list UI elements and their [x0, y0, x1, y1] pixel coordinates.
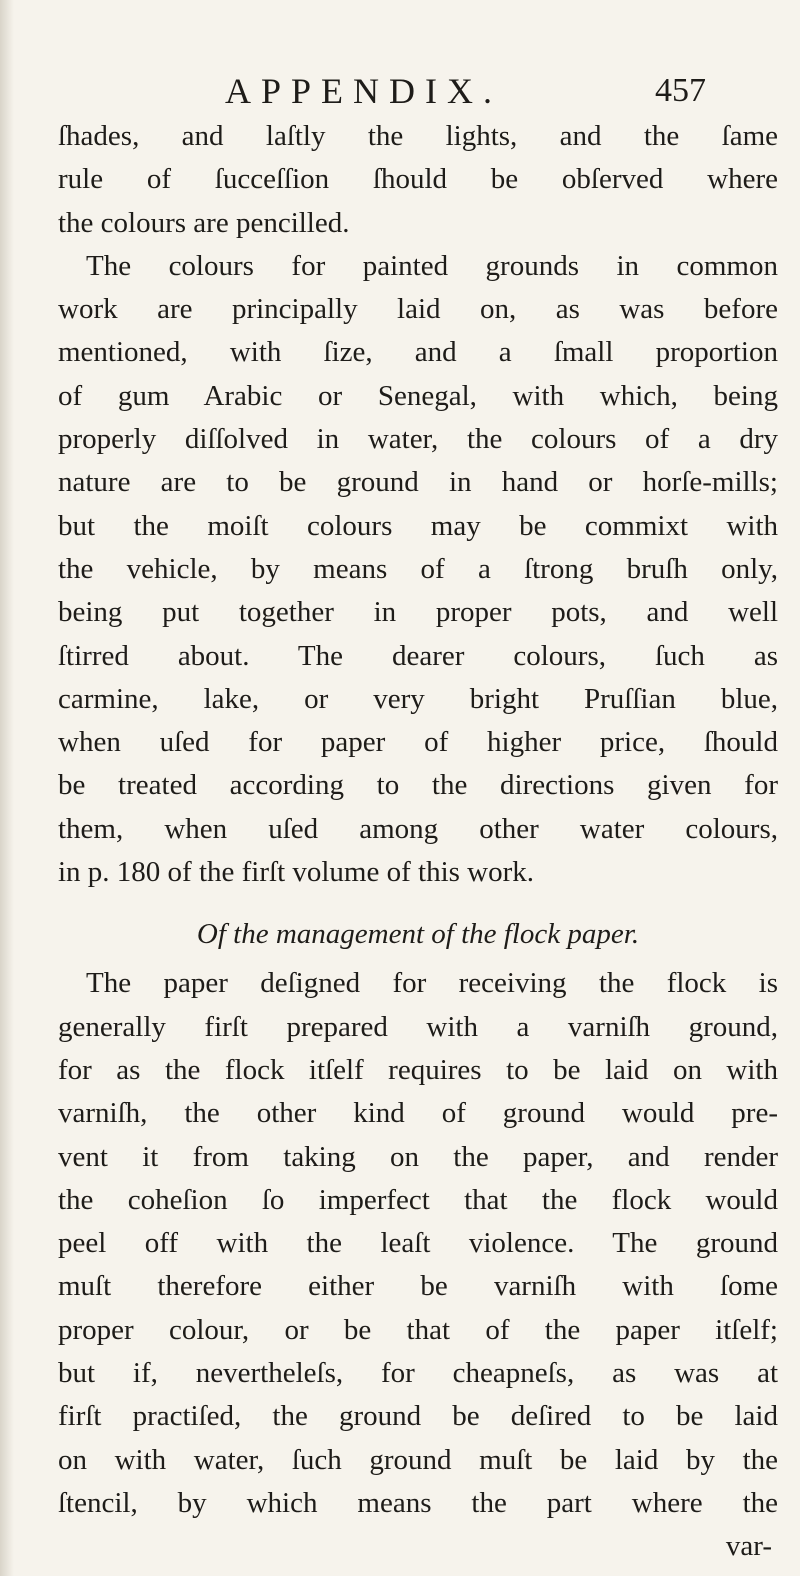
text-line: for as the flock itſelf requires to be laid on with	[58, 1053, 778, 1086]
text-line: work are principally laid on, as was before	[58, 293, 778, 326]
text-line: but if, nevertheleſs, for cheapneſs, as was at	[58, 1357, 778, 1390]
text-line: generally firſt prepared with a varniſh ground,	[58, 1010, 778, 1043]
text-line: but the moiſt colours may be commixt with	[58, 509, 778, 542]
text-line: on with water, ſuch ground muſt be laid by the	[58, 1443, 778, 1476]
text-line: being put together in proper pots, and well	[58, 596, 778, 629]
section-heading: Of the management of the flock paper.	[196, 918, 640, 951]
running-head: APPENDIX.	[225, 71, 503, 111]
catchword: var-	[725, 1530, 772, 1563]
text-line: mentioned, with ſize, and a ſmall proportion	[58, 336, 778, 369]
text-line: nature are to be ground in hand or horſe-mills;	[58, 466, 778, 499]
body-text	[58, 115, 778, 1569]
text-line: them, when uſed among other water colours,	[58, 812, 778, 845]
text-line: of gum Arabic or Senegal, with which, being	[58, 379, 778, 412]
text-line: the colours are pencilled.	[58, 206, 350, 239]
page-header	[0, 70, 800, 120]
text-line: The colours for painted grounds in common	[86, 249, 778, 282]
text-line: vent it from taking on the paper, and render	[58, 1140, 778, 1173]
text-line: muſt therefore either be varniſh with ſome	[58, 1270, 778, 1303]
paragraph-1	[58, 115, 778, 245]
text-line: firſt practiſed, the ground be deſired to be laid	[58, 1400, 778, 1433]
text-line: The paper deſigned for receiving the flock is	[86, 967, 778, 1000]
text-line: ſtencil, by which means the part where the	[58, 1486, 778, 1519]
text-line: proper colour, or be that of the paper itſelf;	[58, 1313, 778, 1346]
text-line: ſhades, and laſtly the lights, and the ſame	[58, 120, 778, 152]
text-line: properly diſſolved in water, the colours of a dry	[58, 423, 778, 456]
text-line: be treated according to the directions given for	[58, 769, 778, 802]
text-line: carmine, lake, or very bright Pruſſian blue,	[58, 682, 778, 715]
binding-edge	[0, 0, 14, 1576]
paragraph-2	[58, 245, 778, 894]
text-line: the coheſion ſo imperfect that the flock would	[58, 1183, 778, 1216]
text-line: rule of ſucceſſion ſhould be obſerved where	[58, 163, 778, 196]
text-line: when uſed for paper of higher price, ſhould	[58, 726, 778, 759]
text-line: in p. 180 of the firſt volume of this work.	[58, 856, 535, 889]
text-line: ſtirred about. The dearer colours, ſuch as	[58, 639, 778, 672]
text-line: the vehicle, by means of a ſtrong bruſh only,	[58, 552, 778, 585]
paragraph-3	[58, 962, 778, 1525]
page-number: 457	[655, 72, 706, 109]
text-line: peel off with the leaſt violence. The ground	[58, 1227, 778, 1260]
text-line: varniſh, the other kind of ground would pre-	[58, 1097, 778, 1130]
